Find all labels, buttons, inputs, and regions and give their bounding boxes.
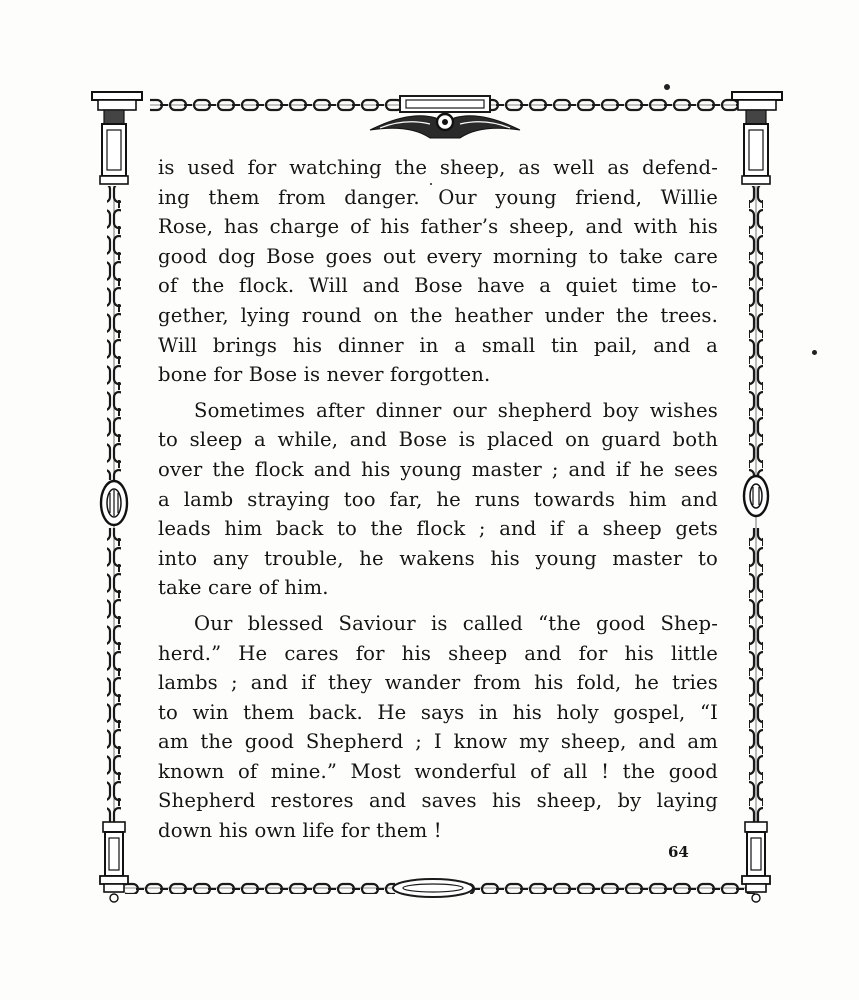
ink-speck <box>664 84 670 90</box>
text-line: to win them back. He says in his holy gospel, “I <box>158 700 718 724</box>
text-line: into any trouble, he wakens his young master to <box>158 546 718 570</box>
paragraph-1 <box>158 153 718 390</box>
text-line: am the good Shepherd ; I know my sheep, and am <box>158 730 718 754</box>
right-pillar-capital <box>732 92 782 184</box>
left-pillar-capital <box>92 92 142 184</box>
text-line: is used for watching the sheep, as well as defend- <box>158 156 718 179</box>
ink-speck <box>812 350 817 355</box>
text-line: lambs ; and if they wander from his fold, he tries <box>158 671 718 695</box>
paragraph-3 <box>158 609 718 846</box>
body-text <box>158 153 718 846</box>
right-pillar-base <box>742 822 770 902</box>
text-line: ing them from danger. Our young friend, Willie <box>158 185 718 209</box>
text-line: down his own life for them ! <box>158 819 442 843</box>
text-line: to sleep a while, and Bose is placed on guard both <box>158 428 718 452</box>
text-line: good dog Bose goes out every morning to take care <box>158 244 718 268</box>
page-number: 64 <box>668 843 689 861</box>
text-line: Sometimes after dinner our shepherd boy wishes <box>194 398 718 422</box>
text-line: known of mine.” Most wonderful of all ! the good <box>158 759 718 783</box>
text-line: gether, lying round on the heather under the trees. <box>158 303 718 327</box>
text-line: Will brings his dinner in a small tin pail, and a <box>158 333 718 357</box>
right-chain <box>744 186 768 822</box>
text-line: leads him back to the flock ; and if a sheep gets <box>158 517 718 541</box>
left-pillar-base <box>100 822 128 902</box>
text-line: of the flock. Will and Bose have a quiet time to- <box>158 274 718 298</box>
text-line: herd.” He cares for his sheep and for his little <box>158 641 718 665</box>
text-line: take care of him. <box>158 576 329 600</box>
text-line: over the flock and his young master ; and if he sees <box>158 457 718 481</box>
bottom-chain <box>125 879 755 897</box>
text-line: Our blessed Saviour is called “the good Shep- <box>194 611 718 635</box>
paragraph-2 <box>158 396 718 603</box>
text-line: a lamb straying too far, he runs towards him and <box>158 487 718 511</box>
text-line: Rose, has charge of his father’s sheep, and with his <box>158 215 718 239</box>
text-line: Shepherd restores and saves his sheep, by laying <box>158 789 718 813</box>
text-line: bone for Bose is never forgotten. <box>158 363 491 387</box>
left-chain <box>101 186 127 822</box>
